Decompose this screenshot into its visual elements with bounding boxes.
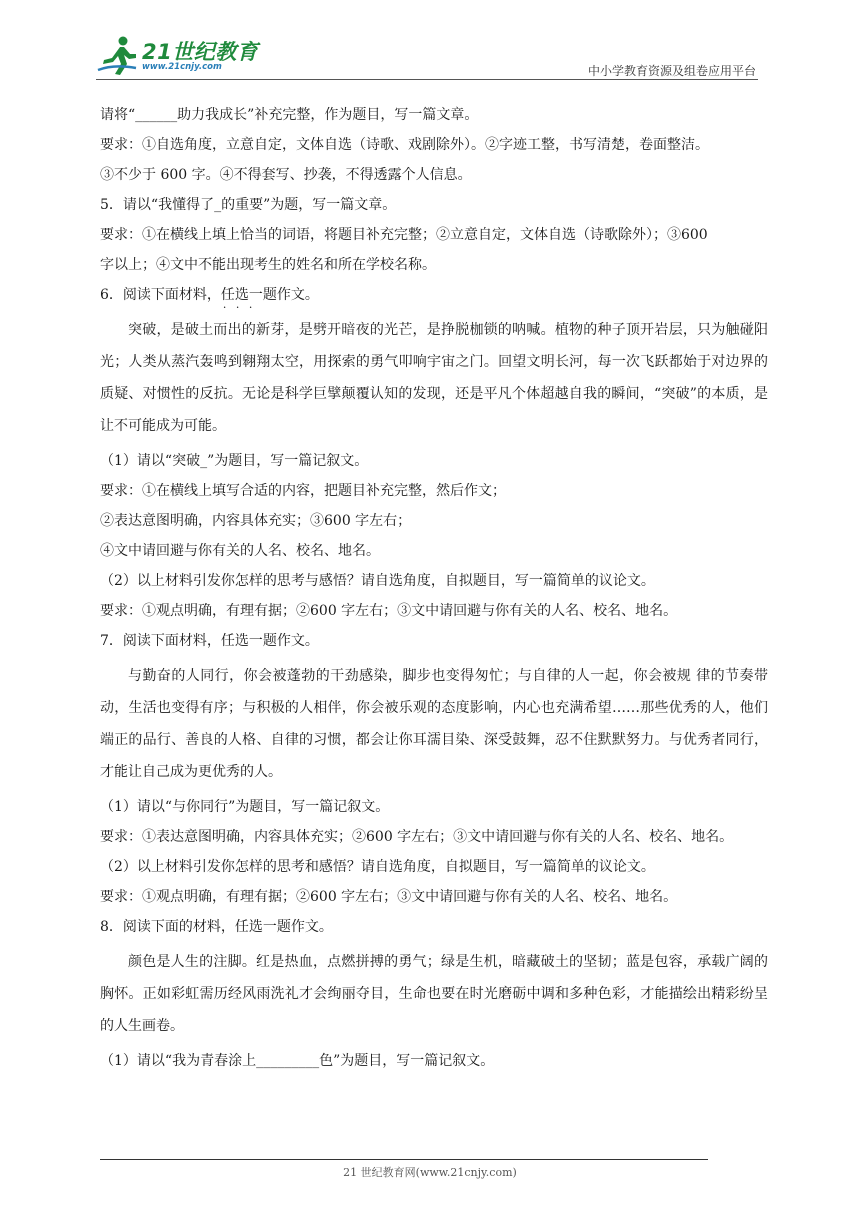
sub-question: （1）请以“突破_”为题目，写一篇记叙文。 [100, 453, 369, 469]
q6-suffix: 作文。 [276, 287, 319, 303]
question-7-title: 7．阅读下面材料，任选一题作文。 [100, 633, 319, 649]
requirement-line: 要求：①在横线上填上恰当的词语，将题目补充完整；②立意自定，文体自选（诗歌除外）；③600 [100, 227, 708, 243]
requirement-line: 要求：①在横线上填写合适的内容，把题目补充完整，然后作文； [100, 483, 506, 499]
footer-divider [100, 1159, 708, 1160]
requirement-line: 要求：①表达意图明确，内容具体充实；②600 字左右；③文中请回避与你有关的人名、校名、地名。 [100, 829, 734, 845]
emphasized-text: 任选一题 · · · [221, 280, 277, 310]
material-passage-7: 与勤奋的人同行，你会被蓬勃的干劲感染，脚步也变得匆忙；与自律的人一起，你会被规 律的节奏带动，生活也变得有序；与积极的人相伴，你会被乐观的态度影响，内心也充满希望……那些优秀的人，他们端正的品行、善良的人格、自律的习惯，都会让你耳濡目染、深受鼓舞，忍不住默默努力。与优秀者同行，才能让自己成为更优秀的人。 [100, 668, 768, 780]
question-8-title: 8．阅读下面的材料，任选一题作文。 [100, 919, 333, 935]
question-6-title [100, 280, 768, 310]
requirement-line: ②表达意图明确，内容具体充实；③600 字左右； [100, 513, 412, 529]
requirement-line: 字以上；④文中不能出现考生的姓名和所在学校名称。 [100, 257, 436, 273]
logo-text: 21世纪教育 [142, 40, 259, 64]
sub-question: （2）以上材料引发你怎样的思考与感悟？请自选角度，自拟题目，写一篇简单的议论文。 [100, 573, 655, 589]
question-5-title: 5．请以“我懂得了_的重要”为题，写一篇文章。 [100, 197, 397, 213]
requirement-line: ③不少于 600 字。④不得套写、抄袭，不得透露个人信息。 [100, 167, 472, 183]
page-header [96, 34, 758, 78]
site-logo[interactable] [96, 34, 261, 78]
document-body [100, 100, 768, 1076]
runner-icon [96, 34, 140, 78]
requirement-line: 要求：①观点明确，有理有据；②600 字左右；③文中请回避与你有关的人名、校名、地名。 [100, 603, 678, 619]
material-passage-6: 突破，是破土而出的新芽，是劈开暗夜的光芒，是挣脱枷锁的呐喊。植物的种子顶开岩层，只为触碰阳光；人类从蒸汽轰鸣到翱翔太空，用探索的勇气叩响宇宙之门。回望文明长河，每一次飞跃都始于对边界的质疑、对惯性的反抗。无论是科学巨擘颠覆认知的发现，还是平凡个体超越自我的瞬间，“突破”的本质，是让不可能成为可能。 [100, 322, 768, 434]
page-footer: 21 世纪教育网(www.21cnjy.com) [343, 1166, 517, 1179]
requirement-line: 要求：①自选角度，立意自定，文体自选（诗歌、戏剧除外）。②字迹工整，书写清楚，卷面整洁。 [100, 137, 709, 153]
requirement-line: ④文中请回避与你有关的人名、校名、地名。 [100, 543, 380, 559]
logo-url: www.21cnjy.com [142, 62, 222, 72]
platform-title: 中小学教育资源及组卷应用平台 [587, 64, 756, 78]
sub-question: （2）以上材料引发你怎样的思考和感悟？请自选角度，自拟题目，写一篇简单的议论文。 [100, 859, 655, 875]
q6-prefix: 6．阅读下面材料， [100, 287, 221, 303]
sub-question: （1）请以“与你同行”为题目，写一篇记叙文。 [100, 799, 390, 815]
text-line: 请将“______助力我成长”补充完整，作为题目，写一篇文章。 [100, 107, 479, 123]
material-passage-8: 颜色是人生的注脚。红是热血，点燃拼搏的勇气；绿是生机，暗藏破土的坚韧；蓝是包容，承载广阔的胸怀。正如彩虹需历经风雨洗礼才会绚丽夺目，生命也要在时光磨砺中调和多种色彩，才能描绘出精彩纷呈的人生画卷。 [100, 954, 768, 1034]
requirement-line: 要求：①观点明确，有理有据；②600 字左右；③文中请回避与你有关的人名、校名、地名。 [100, 889, 678, 905]
header-divider [96, 79, 758, 80]
sub-question: （1）请以“我为青春涂上_________色”为题目，写一篇记叙文。 [100, 1053, 495, 1069]
